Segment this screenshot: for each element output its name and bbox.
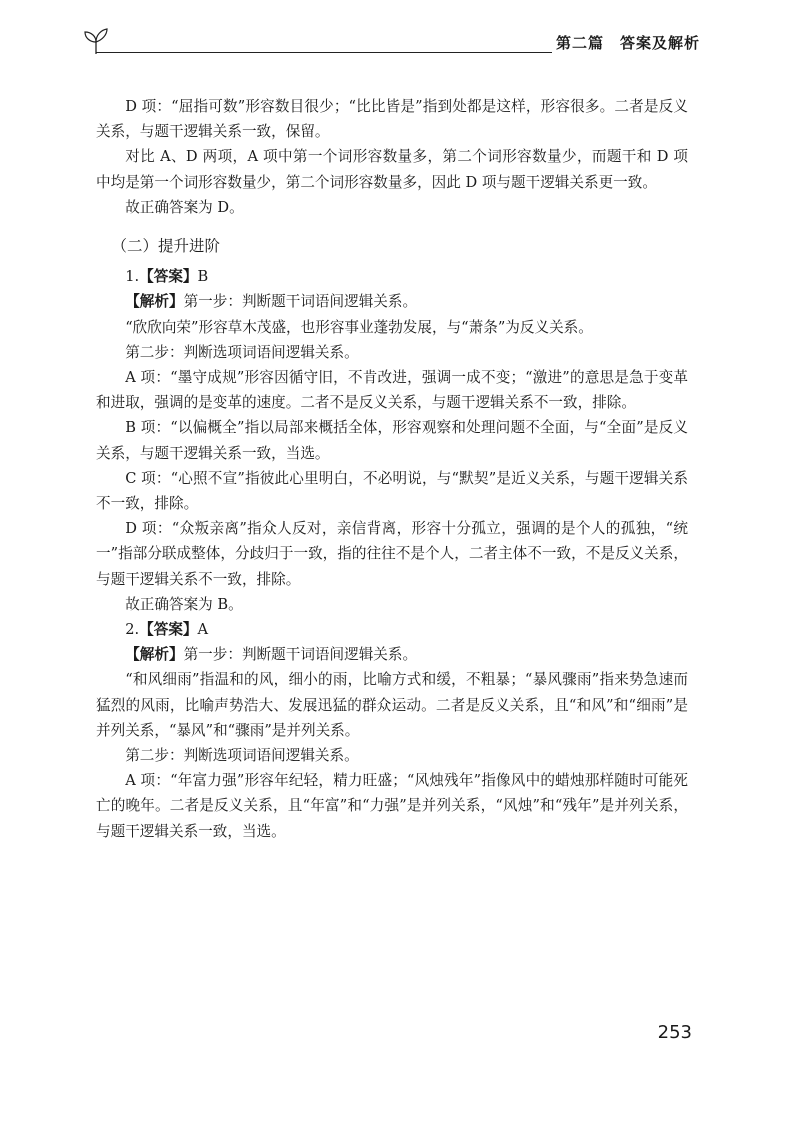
paragraph: 第二步：判断选项词语间逻辑关系。 <box>125 747 359 765</box>
running-header <box>82 22 700 62</box>
analysis-label: 【解析】 <box>125 646 184 664</box>
analysis-step: 第一步：判断题干词语间逻辑关系。 <box>183 646 418 664</box>
question-number: 2. <box>125 621 140 639</box>
option-a-analysis: A 项：“墨守成规”形容因循守旧，不肯改进，强调一成不变；“激进”的意思是急于变革和进取，强调的是变革的速度。二者不是反义关系，与题干逻辑关系不一致，排除。 <box>96 369 688 412</box>
paragraph: 第二步：判断选项词语间逻辑关系。 <box>125 343 359 361</box>
analysis-line <box>96 642 688 667</box>
analysis-line <box>96 289 688 314</box>
paragraph: 故正确答案为 D。 <box>125 198 244 216</box>
answer-line <box>96 617 688 642</box>
option-c-analysis: C 项：“心照不宣”指彼此心里明白，不必明说，与“默契”是近义关系，与题干逻辑关系不一致，排除。 <box>96 469 688 513</box>
paragraph: D 项：“屈指可数”形容数目很少；“比比皆是”指到处都是这样，形容很多。二者是反义关系，与题干逻辑关系一致，保留。 <box>96 98 688 141</box>
answer-value: A <box>197 621 209 639</box>
paragraph: “欣欣向荣”形容草木茂盛，也形容事业蓬勃发展，与“萧条”为反义关系。 <box>125 318 593 336</box>
analysis-label: 【解析】 <box>125 293 184 311</box>
option-b-analysis: B 项：“以偏概全”指以局部来概括全体，形容观察和处理问题不全面，与“全面”是反义关系，与题干逻辑关系一致，当选。 <box>96 419 688 462</box>
answer-label: 【答案】 <box>139 621 198 639</box>
page-body <box>96 94 688 844</box>
paragraph: 对比 A、D 两项，A 项中第一个词形容数量多，第二个词形容数量少，而题干和 D 项中均是第一个词形容数量少，第二个词形容数量多，因此 D 项与题干逻辑关系更一致。 <box>96 148 688 191</box>
answer-label: 【答案】 <box>139 268 198 286</box>
section-heading: （二）提升进阶 <box>111 237 221 256</box>
answer-line <box>96 264 688 289</box>
conclusion: 故正确答案为 B。 <box>125 595 243 613</box>
option-d-analysis: D 项：“众叛亲离”指众人反对，亲信背离，形容十分孤立，强调的是个人的孤独，“统一”指部分联成整体，分歧归于一致，指的往往不是个人，二者主体不一致，不是反义关系，与题干逻辑关系不一致，排除。 <box>96 520 688 588</box>
page-number: 253 <box>657 1022 692 1043</box>
option-a-analysis: A 项：“年富力强”形容年纪轻，精力旺盛；“风烛残年”指像风中的蜡烛那样随时可能死亡的晚年。二者是反义关系，且“年富”和“力强”是并列关系，“风烛”和“残年”是并列关系，与题干逻辑关系一致，当选。 <box>96 772 688 840</box>
header-rule <box>96 52 552 53</box>
header-title: 第二篇 答案及解析 <box>555 34 700 52</box>
paragraph: “和风细雨”指温和的风，细小的雨，比喻方式和缓，不粗暴；“暴风骤雨”指来势急速而猛烈的风雨，比喻声势浩大、发展迅猛的群众运动。二者是反义关系，且“和风”和“细雨”是并列关系，“暴风”和“骤雨”是并列关系。 <box>96 671 688 739</box>
question-number: 1. <box>125 268 140 286</box>
answer-value: B <box>197 268 209 286</box>
analysis-step: 第一步：判断题干词语间逻辑关系。 <box>183 293 418 311</box>
